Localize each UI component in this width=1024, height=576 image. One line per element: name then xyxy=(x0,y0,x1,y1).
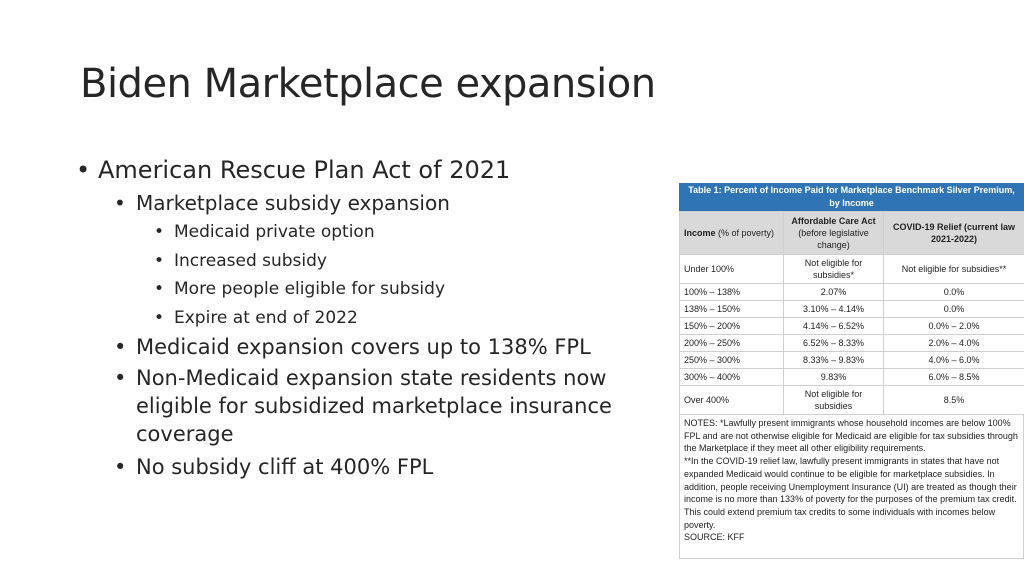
bullet-arp-act xyxy=(76,152,616,188)
bullet-dot: • xyxy=(154,222,165,242)
table-notes xyxy=(679,415,1024,559)
cell-income: 138% – 150% xyxy=(680,301,784,318)
bullet-increased-subsidy xyxy=(76,247,616,276)
bullet-text: Non-Medicaid expansion state residents now eligible for subsidized marketplace insurance coverage xyxy=(136,366,612,446)
bullet-more-eligible xyxy=(76,275,616,304)
cell-income: Over 400% xyxy=(680,386,784,415)
bullet-marketplace-expansion xyxy=(76,188,616,218)
bullet-dot: • xyxy=(154,279,165,299)
header-covid: COVID-19 Relief (current law 2021-2022) xyxy=(884,212,1024,255)
bullet-expire-2022 xyxy=(76,304,616,333)
bullet-dot: • xyxy=(114,366,127,390)
bullet-medicaid-private-option xyxy=(76,218,616,247)
cell-income: 200% – 250% xyxy=(680,335,784,352)
bullet-text: American Rescue Plan Act of 2021 xyxy=(98,156,511,184)
bullet-dot: • xyxy=(114,455,127,479)
table-row xyxy=(680,284,1024,301)
cell-covid: 0.0% xyxy=(884,284,1024,301)
bullet-text: No subsidy cliff at 400% FPL xyxy=(136,455,434,479)
note-immigrants: NOTES: *Lawfully present immigrants whose household incomes are below 100% FPL and are not otherwise eligible for Medicaid are eligible for tax subsidies through the Marketplace if they meet all other eligibility requirements. xyxy=(684,418,1018,454)
bullet-non-medicaid-states xyxy=(76,364,616,448)
cell-covid: 0.0% xyxy=(884,301,1024,318)
cell-aca: Not eligible for subsidies xyxy=(784,386,884,415)
header-income: Income (% of poverty) xyxy=(680,212,784,255)
bullet-text: Increased subsidy xyxy=(174,250,327,271)
table-row xyxy=(680,335,1024,352)
cell-covid: Not eligible for subsidies** xyxy=(884,255,1024,284)
cell-covid: 2.0% – 4.0% xyxy=(884,335,1024,352)
table-row xyxy=(680,386,1024,415)
cell-covid: 0.0% – 2.0% xyxy=(884,318,1024,335)
subsidy-table xyxy=(679,183,1024,568)
cell-income: Under 100% xyxy=(680,255,784,284)
cell-income: 300% – 400% xyxy=(680,369,784,386)
bullet-text: Medicaid expansion covers up to 138% FPL xyxy=(136,335,591,359)
cell-aca: 9.83% xyxy=(784,369,884,386)
cell-income: 100% – 138% xyxy=(680,284,784,301)
header-aca: Affordable Care Act (before legislative change) xyxy=(784,212,884,255)
bullet-dot: • xyxy=(154,307,165,328)
cell-covid: 8.5% xyxy=(884,386,1024,415)
bullet-no-subsidy-cliff xyxy=(76,452,616,482)
table-caption: Table 1: Percent of Income Paid for Marketplace Benchmark Silver Premium, by Income xyxy=(679,183,1024,211)
table-row xyxy=(680,255,1024,284)
cell-aca: 2.07% xyxy=(784,284,884,301)
bullet-dot: • xyxy=(154,250,165,271)
bullet-dot: • xyxy=(114,335,127,359)
table-row xyxy=(680,352,1024,369)
note-source: SOURCE: KFF xyxy=(684,532,745,543)
cell-covid: 6.0% – 8.5% xyxy=(884,369,1024,386)
bullet-text: Medicaid private option xyxy=(174,222,375,242)
table-row xyxy=(680,301,1024,318)
table-row xyxy=(680,318,1024,335)
cell-aca: 4.14% – 6.52% xyxy=(784,318,884,335)
cell-aca: 3.10% – 4.14% xyxy=(784,301,884,318)
bullet-dot: • xyxy=(114,191,126,215)
bullet-medicaid-138 xyxy=(76,332,616,362)
table-row xyxy=(680,369,1024,386)
bullet-dot: • xyxy=(76,156,91,184)
table-grid xyxy=(679,211,1024,415)
cell-aca: 8.33% – 9.83% xyxy=(784,352,884,369)
cell-aca: 6.52% – 8.33% xyxy=(784,335,884,352)
cell-income: 250% – 300% xyxy=(680,352,784,369)
table-header-row xyxy=(680,212,1024,255)
cell-aca: Not eligible for subsidies* xyxy=(784,255,884,284)
bullet-text: More people eligible for subsidy xyxy=(174,279,446,299)
bullet-text: Expire at end of 2022 xyxy=(174,307,358,328)
cell-income: 150% – 200% xyxy=(680,318,784,335)
bullet-list xyxy=(76,152,616,482)
bullet-text: Marketplace subsidy expansion xyxy=(136,191,450,215)
note-covid-relief: **In the COVID-19 relief law, lawfully present immigrants in states that have not expanded Medicaid would continue to be eligible for marketplace subsidies. In addition, people receiving Unemployment Insurance (UI) are treated as though their income is no more than 133% of poverty for the purposes of the premium tax credit. This could extend premium tax credits to some individuals with incomes below poverty. xyxy=(684,456,1017,530)
cell-covid: 4.0% – 6.0% xyxy=(884,352,1024,369)
slide-title: Biden Marketplace expansion xyxy=(80,61,656,107)
